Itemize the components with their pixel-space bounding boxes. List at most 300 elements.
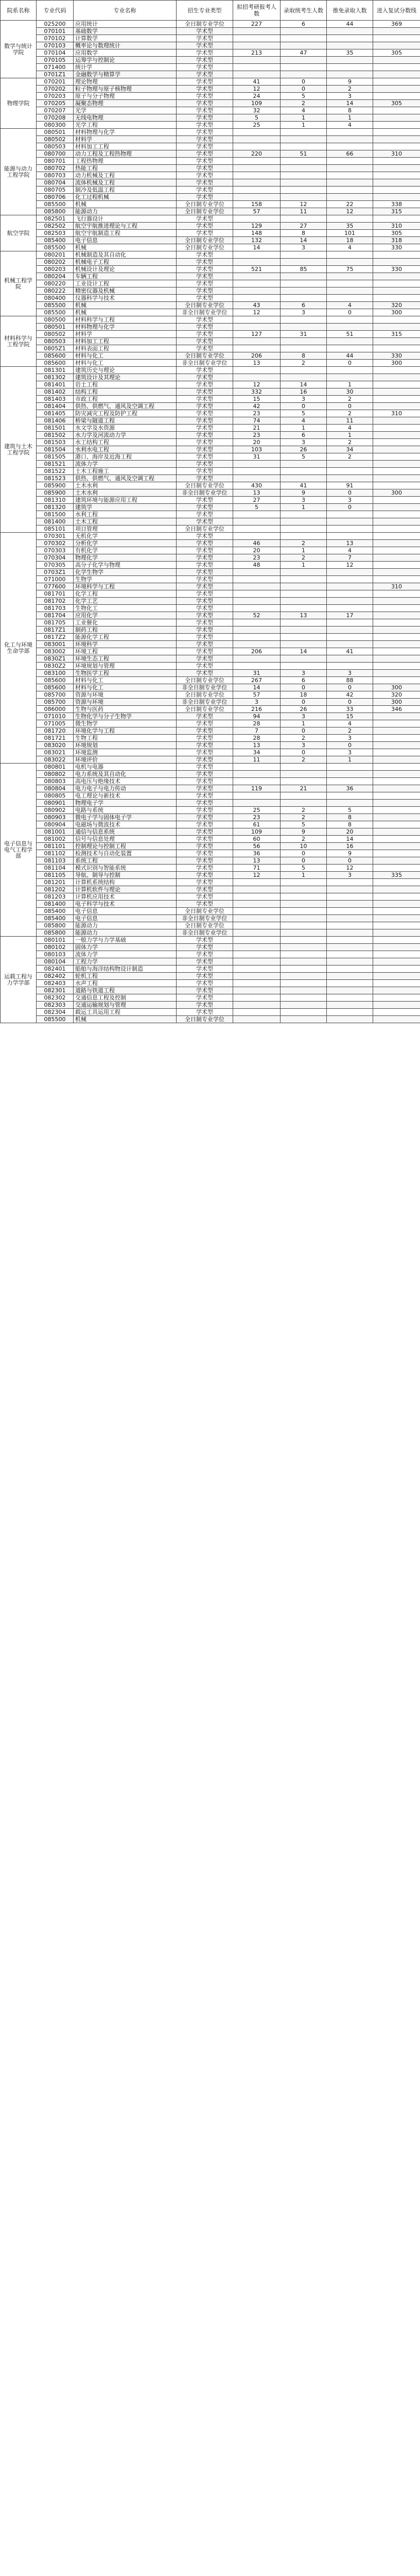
table-row: [1, 35, 420, 42]
applicant-count: 32: [233, 107, 281, 114]
applicant-count: [233, 259, 281, 266]
cutoff-score: [373, 865, 420, 872]
cutoff-score: [373, 417, 420, 425]
major-code: 080502: [37, 331, 74, 338]
major-name: 计算机系统结构: [74, 879, 177, 886]
major-type: 学术型: [177, 576, 233, 583]
major-type: 全日制专业学位: [177, 352, 233, 360]
major-name: 流体力学: [74, 951, 177, 958]
applicant-count: 52: [233, 612, 281, 619]
major-name: 物理电子学: [74, 800, 177, 807]
recommended-count: [327, 42, 373, 49]
major-name: 材料与化工: [74, 360, 177, 367]
applicant-count: [233, 583, 281, 590]
admitted-count: [281, 273, 327, 280]
table-row: [1, 540, 420, 547]
major-code: 0817Z1: [37, 626, 74, 634]
cutoff-score: [373, 879, 420, 886]
applicant-count: [233, 324, 281, 331]
major-name: 材料科学与工程: [74, 316, 177, 324]
major-type: 学术型: [177, 648, 233, 655]
major-code: 080802: [37, 771, 74, 778]
major-code: 085600: [37, 352, 74, 360]
major-type: 非全日制专业学位: [177, 360, 233, 367]
cutoff-score: [373, 403, 420, 410]
admitted-count: 6: [281, 21, 327, 28]
major-name: 控制理论与控制工程: [74, 843, 177, 850]
major-code: 080703: [37, 172, 74, 179]
major-code: 081523: [37, 475, 74, 482]
admitted-count: [281, 280, 327, 287]
major-code: 082501: [37, 215, 74, 223]
admitted-count: [281, 187, 327, 194]
admitted-count: 0: [281, 857, 327, 865]
major-name: 导航、制导与控制: [74, 872, 177, 879]
cutoff-score: [373, 901, 420, 908]
recommended-count: 36: [327, 785, 373, 792]
applicant-count: [233, 295, 281, 302]
recommended-count: 2: [327, 453, 373, 461]
table-row: [1, 266, 420, 273]
admitted-count: [281, 42, 327, 49]
header-type: 招生专业类型: [177, 1, 233, 21]
major-name: 光学: [74, 107, 177, 114]
recommended-count: [327, 893, 373, 901]
recommended-count: 9: [327, 850, 373, 857]
major-type: 学术型: [177, 720, 233, 727]
admitted-count: [281, 511, 327, 518]
admitted-count: [281, 879, 327, 886]
major-code: 080903: [37, 814, 74, 821]
cutoff-score: [373, 114, 420, 122]
applicant-count: 332: [233, 388, 281, 396]
recommended-count: 12: [327, 562, 373, 569]
applicant-count: [233, 922, 281, 929]
table-row: [1, 915, 420, 922]
table-row: [1, 1009, 420, 1016]
cutoff-score: [373, 886, 420, 893]
admitted-count: 4: [281, 107, 327, 114]
table-row: [1, 699, 420, 706]
major-code: 085800: [37, 208, 74, 215]
admitted-count: 2: [281, 100, 327, 107]
cutoff-score: [373, 446, 420, 453]
major-type: 学术型: [177, 251, 233, 259]
table-row: [1, 785, 420, 792]
applicant-count: [233, 251, 281, 259]
recommended-count: 0: [327, 309, 373, 316]
recommended-count: 4: [327, 425, 373, 432]
applicant-count: [233, 338, 281, 345]
major-name: 材料学: [74, 331, 177, 338]
applicant-count: 12: [233, 309, 281, 316]
major-code: 081203: [37, 893, 74, 901]
recommended-count: [327, 987, 373, 994]
major-type: 学术型: [177, 439, 233, 446]
major-name: 一般力学与力学基础: [74, 937, 177, 944]
major-type: 全日制专业学位: [177, 691, 233, 699]
recommended-count: [327, 1002, 373, 1009]
major-type: 学术型: [177, 150, 233, 158]
major-code: 080222: [37, 287, 74, 295]
table-row: [1, 468, 420, 475]
applicant-count: [233, 987, 281, 994]
major-name: 微电子学与固体电子学: [74, 814, 177, 821]
table-row: [1, 518, 420, 526]
major-type: 学术型: [177, 107, 233, 114]
cutoff-score: [373, 677, 420, 684]
cutoff-score: [373, 713, 420, 720]
major-name: 材料学: [74, 136, 177, 143]
recommended-count: 22: [327, 201, 373, 208]
admitted-count: 3: [281, 742, 327, 749]
applicant-count: [233, 929, 281, 937]
recommended-count: 1: [327, 114, 373, 122]
table-row: [1, 951, 420, 958]
major-name: 岩土工程: [74, 381, 177, 388]
major-type: 全日制专业学位: [177, 237, 233, 244]
major-code: 085600: [37, 677, 74, 684]
major-type: 全日制专业学位: [177, 677, 233, 684]
major-code: 081701: [37, 590, 74, 598]
major-code: 080805: [37, 792, 74, 800]
major-code: 080300: [37, 122, 74, 129]
cutoff-score: [373, 749, 420, 756]
admitted-count: [281, 778, 327, 785]
recommended-count: [327, 475, 373, 482]
major-code: 080702: [37, 165, 74, 172]
major-type: 学术型: [177, 828, 233, 836]
major-type: 学术型: [177, 324, 233, 331]
major-name: 材料加工工程: [74, 143, 177, 150]
admitted-count: 16: [281, 388, 327, 396]
table-row: [1, 114, 420, 122]
applicant-count: 61: [233, 821, 281, 828]
admitted-count: [281, 764, 327, 771]
cutoff-score: [373, 605, 420, 612]
table-row: [1, 648, 420, 655]
major-code: 083001: [37, 641, 74, 648]
major-name: 电路与系统: [74, 807, 177, 814]
applicant-count: 31: [233, 453, 281, 461]
major-name: 精密仪器及机械: [74, 287, 177, 295]
major-code: 081720: [37, 727, 74, 735]
major-name: 建筑环境与能源应用工程: [74, 497, 177, 504]
major-code: 080501: [37, 324, 74, 331]
admitted-count: 14: [281, 648, 327, 655]
applicant-count: 13: [233, 360, 281, 367]
header-recommended: 推免录取人数: [327, 1, 373, 21]
recommended-count: [327, 143, 373, 150]
table-row: [1, 352, 420, 360]
applicant-count: [233, 915, 281, 922]
recommended-count: [327, 937, 373, 944]
major-type: 学术型: [177, 807, 233, 814]
admitted-count: [281, 64, 327, 71]
admitted-count: [281, 71, 327, 78]
recommended-count: 44: [327, 352, 373, 360]
major-type: 全日制专业学位: [177, 302, 233, 309]
applicant-count: [233, 475, 281, 482]
major-type: 学术型: [177, 230, 233, 237]
cutoff-score: [373, 107, 420, 114]
major-type: 学术型: [177, 172, 233, 179]
cutoff-score: [373, 908, 420, 915]
table-row: [1, 800, 420, 807]
major-type: 学术型: [177, 980, 233, 987]
major-type: 学术型: [177, 93, 233, 100]
applicant-count: 15: [233, 396, 281, 403]
table-row: [1, 828, 420, 836]
recommended-count: [327, 158, 373, 165]
admitted-count: 12: [281, 201, 327, 208]
recommended-count: 3: [327, 670, 373, 677]
admitted-count: [281, 468, 327, 475]
recommended-count: 3: [327, 497, 373, 504]
applicant-count: 127: [233, 331, 281, 338]
cutoff-score: [373, 533, 420, 540]
recommended-count: [327, 461, 373, 468]
major-name: 材料物理与化学: [74, 129, 177, 136]
admitted-count: [281, 605, 327, 612]
major-name: 建筑学: [74, 504, 177, 511]
table-row: [1, 259, 420, 266]
applicant-count: 14: [233, 244, 281, 251]
applicant-count: 43: [233, 302, 281, 309]
table-row: [1, 677, 420, 684]
table-row: [1, 324, 420, 331]
recommended-count: [327, 583, 373, 590]
cutoff-score: [373, 388, 420, 396]
major-code: 070105: [37, 57, 74, 64]
major-code: 081402: [37, 388, 74, 396]
cutoff-score: [373, 86, 420, 93]
major-code: 0830Z1: [37, 655, 74, 663]
major-code: 080801: [37, 764, 74, 771]
cutoff-score: [373, 576, 420, 583]
table-row: [1, 713, 420, 720]
recommended-count: [327, 273, 373, 280]
applicant-count: [233, 526, 281, 533]
major-code: 080103: [37, 951, 74, 958]
cutoff-score: [373, 251, 420, 259]
cutoff-score: [373, 338, 420, 345]
recommended-count: [327, 251, 373, 259]
major-type: 学术型: [177, 417, 233, 425]
major-code: 081401: [37, 381, 74, 388]
major-type: 学术型: [177, 136, 233, 143]
major-code: 082403: [37, 980, 74, 987]
cutoff-score: [373, 295, 420, 302]
admitted-count: [281, 194, 327, 201]
cutoff-score: 305: [373, 230, 420, 237]
major-name: 理论物理: [74, 78, 177, 86]
major-code: 080502: [37, 136, 74, 143]
cutoff-score: 320: [373, 302, 420, 309]
major-name: 水工结构工程: [74, 439, 177, 446]
major-type: 学术型: [177, 735, 233, 742]
major-name: 材料与化工: [74, 684, 177, 691]
major-type: 学术型: [177, 821, 233, 828]
major-name: 化学工程: [74, 590, 177, 598]
applicant-count: 13: [233, 489, 281, 497]
admitted-count: [281, 338, 327, 345]
major-type: 学术型: [177, 569, 233, 576]
table-row: [1, 143, 420, 150]
major-name: 电工理论与新技术: [74, 792, 177, 800]
cutoff-score: [373, 547, 420, 554]
recommended-count: [327, 316, 373, 324]
major-name: 信号与信息处理: [74, 836, 177, 843]
admitted-count: [281, 915, 327, 922]
table-row: [1, 302, 420, 309]
applicant-count: 28: [233, 735, 281, 742]
table-row: [1, 792, 420, 800]
table-row: [1, 937, 420, 944]
table-row: [1, 273, 420, 280]
admitted-count: [281, 251, 327, 259]
major-name: 机械电子工程: [74, 259, 177, 266]
applicant-count: [233, 778, 281, 785]
major-code: 070203: [37, 93, 74, 100]
table-row: [1, 749, 420, 756]
major-name: 通信与信息系统: [74, 828, 177, 836]
admitted-count: 1: [281, 547, 327, 554]
applicant-count: 220: [233, 150, 281, 158]
table-row: [1, 987, 420, 994]
admission-table: [0, 0, 420, 1023]
table-row: [1, 417, 420, 425]
admitted-count: [281, 634, 327, 641]
header-major: 专业名称: [74, 1, 177, 21]
table-row: [1, 136, 420, 143]
header-cutoff: 进入复试分数线: [373, 1, 420, 21]
major-type: 学术型: [177, 756, 233, 764]
major-type: 学术型: [177, 100, 233, 107]
recommended-count: [327, 655, 373, 663]
major-code: 081703: [37, 605, 74, 612]
department-name: 能源与动力工程学院: [1, 129, 37, 215]
applicant-count: 119: [233, 785, 281, 792]
recommended-count: [327, 511, 373, 518]
admitted-count: [281, 316, 327, 324]
recommended-count: [327, 136, 373, 143]
applicant-count: 20: [233, 439, 281, 446]
major-name: 建筑设计及其理论: [74, 374, 177, 381]
table-row: [1, 554, 420, 562]
recommended-count: [327, 280, 373, 287]
cutoff-score: [373, 35, 420, 42]
major-name: 原子与分子物理: [74, 93, 177, 100]
major-type: 学术型: [177, 1009, 233, 1016]
applicant-count: [233, 316, 281, 324]
major-type: 学术型: [177, 179, 233, 187]
applicant-count: [233, 1009, 281, 1016]
table-row: [1, 756, 420, 764]
major-name: 工程热物理: [74, 158, 177, 165]
major-code: 083020: [37, 742, 74, 749]
major-name: 能源动力: [74, 208, 177, 215]
admitted-count: 1: [281, 504, 327, 511]
major-code: 085101: [37, 526, 74, 533]
major-type: 学术型: [177, 987, 233, 994]
recommended-count: [327, 295, 373, 302]
table-row: [1, 93, 420, 100]
recommended-count: 3: [327, 872, 373, 879]
major-code: 071010: [37, 713, 74, 720]
major-type: 学术型: [177, 345, 233, 352]
admitted-count: [281, 583, 327, 590]
recommended-count: [327, 518, 373, 526]
recommended-count: 0: [327, 857, 373, 865]
major-name: 机械制造及其自动化: [74, 251, 177, 259]
admitted-count: [281, 929, 327, 937]
major-code: 081002: [37, 836, 74, 843]
table-row: [1, 605, 420, 612]
table-row: [1, 735, 420, 742]
admitted-count: [281, 771, 327, 778]
major-type: 学术型: [177, 295, 233, 302]
table-row: [1, 619, 420, 626]
cutoff-score: [373, 828, 420, 836]
major-type: 学术型: [177, 316, 233, 324]
major-code: 071400: [37, 64, 74, 71]
table-row: [1, 691, 420, 699]
table-row: [1, 612, 420, 619]
major-type: 学术型: [177, 504, 233, 511]
applicant-count: [233, 194, 281, 201]
applicant-count: [233, 64, 281, 71]
major-type: 学术型: [177, 374, 233, 381]
recommended-count: 33: [327, 706, 373, 713]
recommended-count: [327, 129, 373, 136]
applicant-count: 430: [233, 482, 281, 489]
table-row: [1, 71, 420, 78]
cutoff-score: [373, 958, 420, 965]
major-name: 环境监测: [74, 749, 177, 756]
cutoff-score: [373, 994, 420, 1002]
applicant-count: [233, 886, 281, 893]
major-code: 085600: [37, 360, 74, 367]
major-name: 检测技术与自动化装置: [74, 850, 177, 857]
admitted-count: 6: [281, 677, 327, 684]
recommended-count: 51: [327, 331, 373, 338]
cutoff-score: [373, 468, 420, 475]
major-name: 资源与环境: [74, 691, 177, 699]
admitted-count: 2: [281, 807, 327, 814]
table-row: [1, 814, 420, 821]
major-type: 全日制专业学位: [177, 21, 233, 28]
table-row: [1, 526, 420, 533]
recommended-count: [327, 179, 373, 187]
admitted-count: 1: [281, 122, 327, 129]
recommended-count: 0: [327, 360, 373, 367]
major-code: 081502: [37, 432, 74, 439]
table-body: [1, 21, 420, 1023]
cutoff-score: [373, 143, 420, 150]
cutoff-score: [373, 324, 420, 331]
major-name: 动力机械及工程: [74, 172, 177, 179]
cutoff-score: [373, 78, 420, 86]
major-code: 0703Z1: [37, 569, 74, 576]
recommended-count: [327, 71, 373, 78]
table-row: [1, 879, 420, 886]
admitted-count: 2: [281, 756, 327, 764]
major-type: 学术型: [177, 857, 233, 865]
major-type: 学术型: [177, 612, 233, 619]
recommended-count: [327, 800, 373, 807]
major-name: 电子信息: [74, 915, 177, 922]
